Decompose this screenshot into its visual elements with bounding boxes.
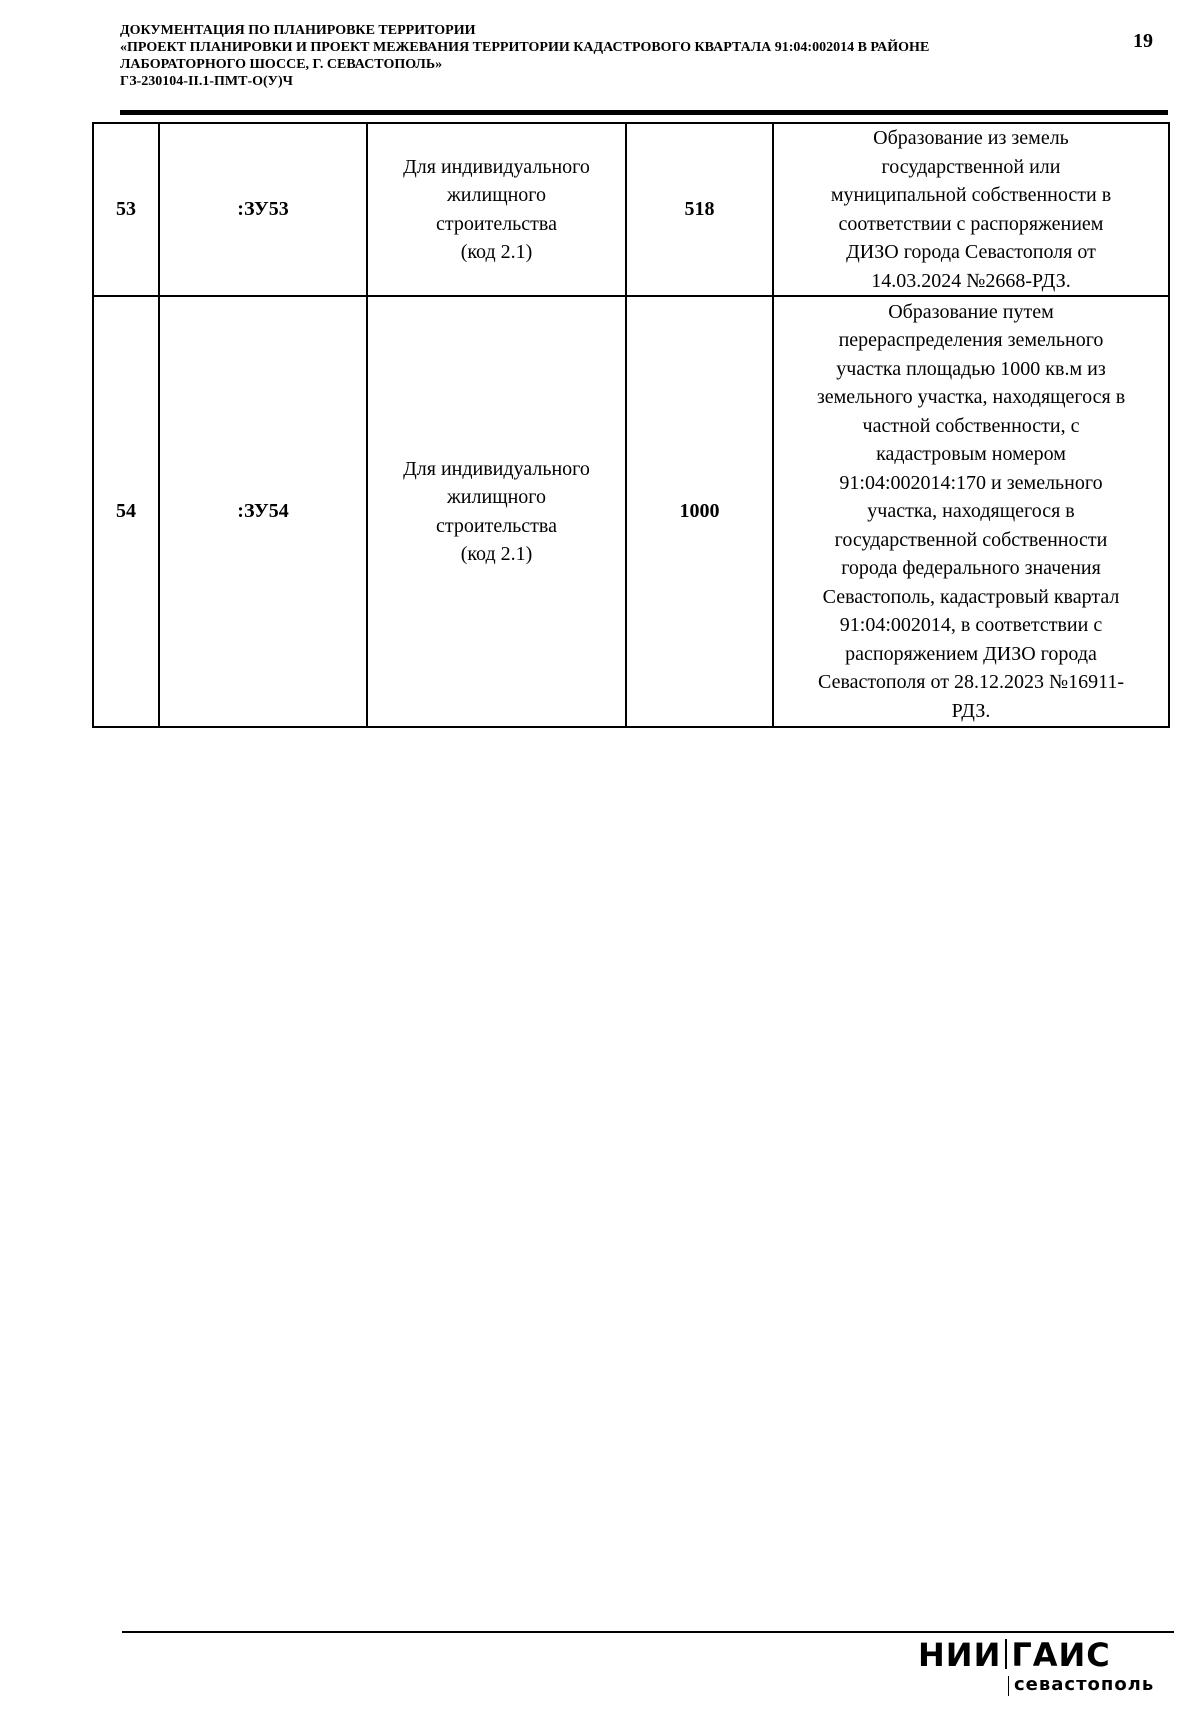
header-line-3: ЛАБОРАТОРНОГО ШОССЕ, Г. СЕВАСТОПОЛЬ» xyxy=(120,57,443,72)
note-line: Севастополь, кадастровый квартал xyxy=(822,585,1120,608)
parcels-table xyxy=(92,122,1170,728)
purpose-line: (код 2.1) xyxy=(460,543,533,565)
note-line: 14.03.2024 №2668-РДЗ. xyxy=(871,269,1071,292)
note-line: участка, находящегося в xyxy=(867,500,1075,523)
logo-right-text: ГАИС xyxy=(1011,1636,1111,1674)
note-line: участка площадью 1000 кв.м из xyxy=(836,357,1106,380)
note-line: государственной или xyxy=(881,155,1061,178)
parcel-area: 1000 xyxy=(626,296,773,727)
footer-rule xyxy=(122,1631,1174,1633)
parcel-purpose xyxy=(367,123,626,296)
note-line: кадастровым номером xyxy=(876,443,1066,466)
nii-gais-logo xyxy=(918,1636,1168,1706)
parcel-id: :ЗУ53 xyxy=(159,123,367,296)
table-row xyxy=(93,296,1169,727)
document-header xyxy=(120,22,1080,90)
purpose-line: Для индивидуального xyxy=(403,457,590,480)
note-line: частной собственности, с xyxy=(862,414,1080,437)
header-line-1: ДОКУМЕНТАЦИЯ ПО ПЛАНИРОВКЕ ТЕРРИТОРИИ xyxy=(120,23,476,38)
logo-sub-text: севастополь xyxy=(1014,1674,1155,1695)
purpose-line: жилищного xyxy=(446,184,546,206)
logo-sub-divider xyxy=(1008,1676,1009,1696)
note-line: Образование из земель xyxy=(873,127,1069,149)
parcel-note xyxy=(773,296,1169,727)
note-line: соответствии с распоряжением xyxy=(838,212,1104,235)
note-line: ДИЗО города Севастополя от xyxy=(846,241,1096,263)
note-line: муниципальной собственности в xyxy=(830,184,1112,206)
logo-left-text: НИИ xyxy=(918,1636,1002,1674)
purpose-line: Для индивидуального xyxy=(403,155,590,178)
note-line: РДЗ. xyxy=(951,699,991,722)
purpose-line: (код 2.1) xyxy=(460,241,533,263)
logo-divider xyxy=(1005,1639,1007,1669)
note-line: распоряжением ДИЗО города xyxy=(845,642,1097,665)
purpose-line: строительства xyxy=(436,514,557,537)
note-line: государственной собственности xyxy=(834,528,1108,551)
note-line: Севастополя от 28.12.2023 №16911- xyxy=(818,671,1124,694)
purpose-line: жилищного xyxy=(446,486,546,508)
purpose-line: строительства xyxy=(436,212,557,235)
note-line: города федерального значения xyxy=(841,557,1101,580)
note-line: 91:04:002014:170 и земельного xyxy=(839,471,1103,494)
page-number: 19 xyxy=(1133,30,1153,52)
header-line-4: ГЗ-230104-II.1-ПМТ-О(У)Ч xyxy=(120,74,293,89)
table-row xyxy=(93,123,1169,296)
row-number: 54 xyxy=(93,296,159,727)
parcel-purpose xyxy=(367,296,626,727)
parcel-area: 518 xyxy=(626,123,773,296)
parcel-id: :ЗУ54 xyxy=(159,296,367,727)
note-line: земельного участка, находящегося в xyxy=(816,386,1126,409)
note-line: 91:04:002014, в соответствии с xyxy=(839,614,1103,637)
logo-main xyxy=(918,1636,1111,1674)
header-rule xyxy=(120,110,1168,115)
row-number: 53 xyxy=(93,123,159,296)
note-line: Образование путем xyxy=(888,300,1054,323)
parcel-note xyxy=(773,123,1169,296)
header-line-2: «ПРОЕКТ ПЛАНИРОВКИ И ПРОЕКТ МЕЖЕВАНИЯ ТЕРРИТОРИИ КАДАСТРОВОГО КВАРТАЛА 91:04:002014 В РАЙОНЕ xyxy=(120,40,930,55)
note-line: перераспределения земельного xyxy=(838,329,1104,352)
